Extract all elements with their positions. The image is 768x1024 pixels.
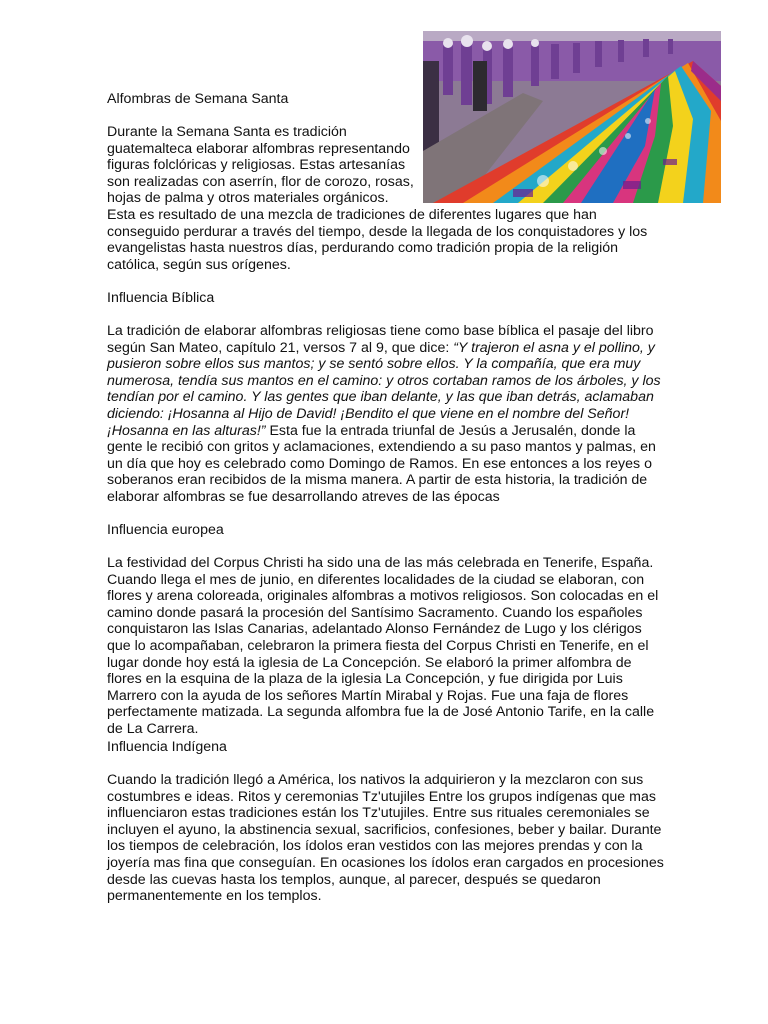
biblica-text-intro: La tradición de elaborar alfombras religiosas tiene como base bíblica el pasaje del libro según San Mateo, capítulo 21, versos 7 al 9, que dice:	[107, 323, 654, 356]
section-heading-biblica: Influencia Bíblica	[107, 290, 215, 306]
section-body-europea: La festividad del Corpus Christi ha sido una de las más celebrada en Tenerife, España. Cuando llega el mes de junio, en diferentes localidades de la ciudad se elaboran, con flores y arena coloreada, originales alfombras a motivos religiosos. Son colocadas en el camino donde pasará la procesión del Santísimo Sacramento. Cuando los españoles conquistaron las Islas Canarias, adelantado Alonso Fernández de Lugo y los clérigos que lo acompañaban, celebraron la primera fiesta del Corpus Christi en Tenerife, en el lugar donde hoy está la iglesia de La Concepción. Se elaboró la primer alfombra de flores en la esquina de la plaza de la iglesia La Concepción, y fue dirigida por Luis Marrero con la ayuda de los señores Martín Mirabal y Rojas. Fue una faja de flores perfectamente matizada. La segunda alfombra fue la de José Antonio Tarife, en la calle de La Carrera.	[107, 555, 659, 737]
section-heading-europea: Influencia europea	[107, 522, 224, 538]
section-body-biblica	[107, 323, 667, 506]
section-body-indigena: Cuando la tradición llegó a América, los nativos la adquirieron y la mezclaron con sus costumbres e ideas. Ritos y ceremonias Tz'utujiles Entre los grupos indígenas que mas influenciaron estas tradiciones están los Tz'utujiles. Entre sus rituales ceremoniales se incluyen el ayuno, la abstinencia sexual, sacrificios, confesiones, beber y bailar. Durante los tiempos de celebración, los ídolos eran vestidos con las mejores prendas y con la joyería mas fina que conseguían. En ocasiones los ídolos eran cargados en procesiones desde las cuevas hasta los templos, aunque, al parecer, después se quedaron permanentemente en los templos.	[107, 772, 664, 905]
procession-carpet-photo	[423, 31, 721, 203]
biblica-quote: “Y trajeron el asna y el pollino, y pusieron sobre ellos sus mantos; y se sentó sobre ellos. Y la compañía, que era muy numerosa, tendía sus mantos en el camino: y otros cortaban ramos de los árboles, y los tendían por el camino. Y las gentes que iban delante, y las que iban detrás, aclamaban diciendo: ¡Hosanna al Hijo de David! ¡Bendito el que viene en el nombre del Señor! ¡Hosanna en las alturas!”	[107, 339, 661, 439]
section-heading-indigena: Influencia Indígena	[107, 739, 227, 755]
biblica-text-after-quote: Esta fue la entrada triunfal de Jesús a Jerusalén, donde la gente le recibió con gritos y aclamaciones, extendiendo a su paso mantos y palmas, en un día que hoy es celebrado como Domingo de Ramos. En ese entonces a los reyes o soberanos eran recibidos de la misma manera. A partir de esta historia, la tradición de elaborar alfombras se fue desarrollando atreves de las épocas	[107, 422, 656, 505]
carpet-photo-illustration	[423, 31, 721, 203]
intro-paragraph: Durante la Semana Santa es tradición guatemalteca elaborar alfombras representando figuras folclóricas y religiosas. Estas artesanías son realizadas con aserrín, flor de corozo, rosas, hojas de palma y otros materiales orgánicos.	[107, 124, 414, 207]
intro-paragraph-continued: Esta es resultado de una mezcla de tradiciones de diferentes lugares que han conseguido perdurar a través del tiempo, desde la llegada de los conquistadores y los evangelistas hasta nuestros días, perdurando como tradición propia de la religión católica, según sus orígenes.	[107, 207, 648, 273]
document-title: Alfombras de Semana Santa	[107, 91, 289, 107]
